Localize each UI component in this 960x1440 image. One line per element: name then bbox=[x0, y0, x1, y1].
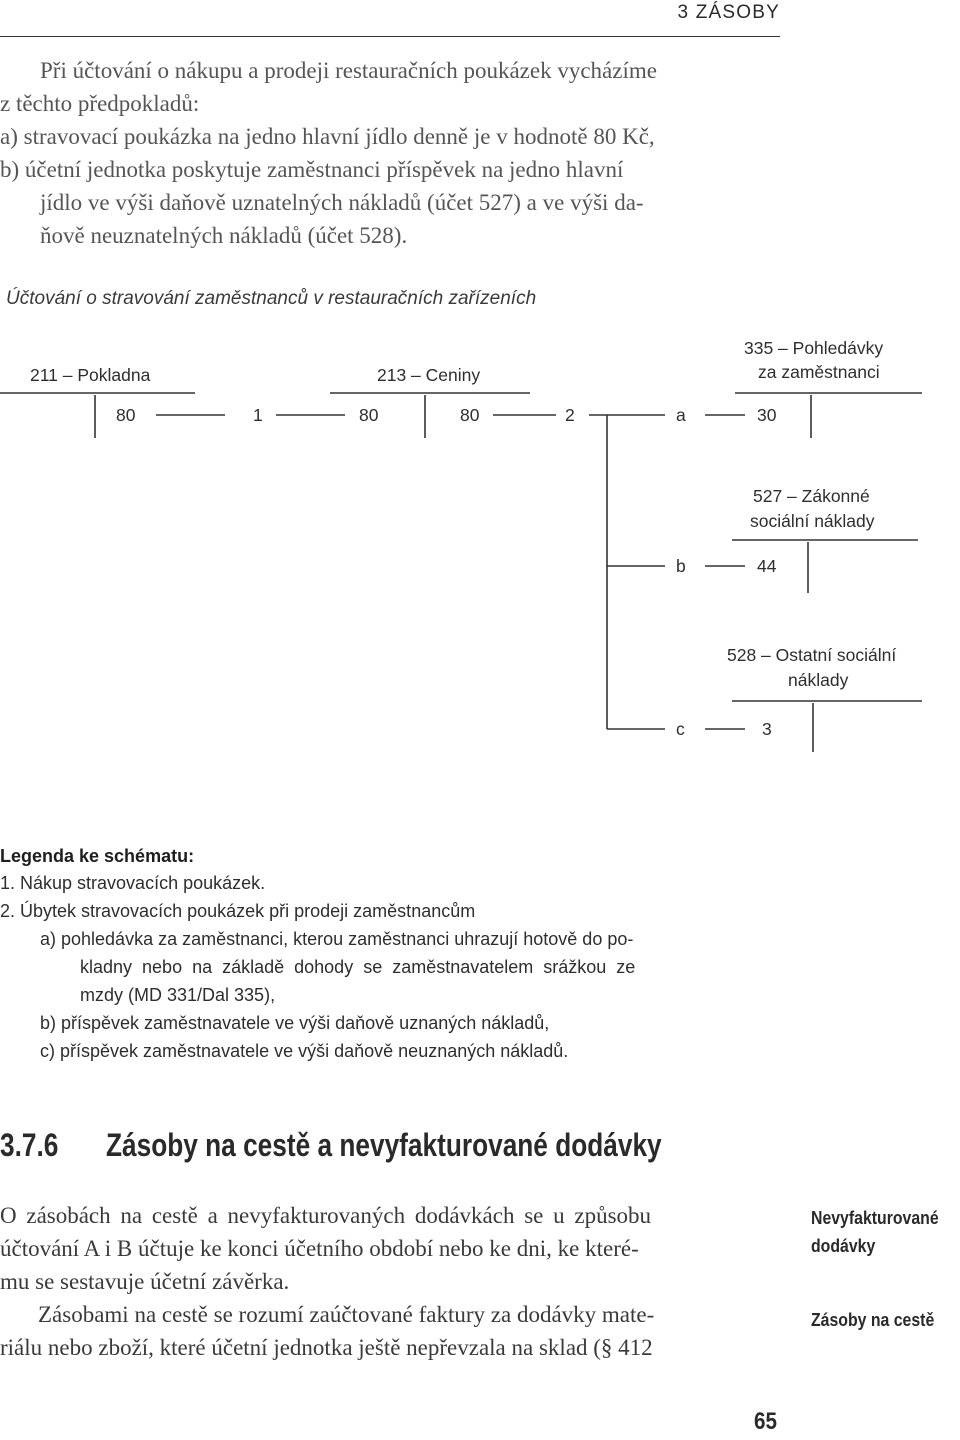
entry-527-debit: 44 bbox=[757, 556, 777, 576]
body-line: Zásobami na cestě se rozumí zaúčtované faktury za dodávky mate- bbox=[38, 1302, 655, 1327]
legend-item-2c: c) příspěvek zaměstnavatele ve výši daňově neuznaných nákladů. bbox=[40, 1041, 569, 1061]
page-number: 65 bbox=[754, 1408, 777, 1435]
legend-item-2b: b) příspěvek zaměstnavatele ve výši daňově uznaných nákladů, bbox=[40, 1013, 550, 1033]
margin-note-nevyfakturovane: Nevyfakturované bbox=[811, 1208, 939, 1228]
intro-line: a) stravovací poukázka na jedno hlavní jídlo denně je v hodnotě 80 Kč, bbox=[0, 124, 655, 149]
step-label-1: 1 bbox=[253, 405, 263, 425]
intro-line: b) účetní jednotka poskytuje zaměstnanci příspěvek na jedno hlavní bbox=[0, 157, 624, 182]
account-213-title: 213 – Ceniny bbox=[377, 365, 481, 385]
intro-line: z těchto předpokladů: bbox=[0, 91, 200, 116]
entry-213-credit: 80 bbox=[460, 405, 480, 425]
account-335-title-line2: za zaměstnanci bbox=[758, 362, 880, 382]
schema-title: Účtování o stravování zaměstnanců v restauračních zařízeních bbox=[6, 288, 537, 309]
branch-label-c: c bbox=[676, 719, 685, 739]
legend-item-2: 2. Úbytek stravovacích poukázek při prodeji zaměstnancům bbox=[0, 901, 476, 921]
legend-item-2a-cont: kladny nebo na základě dohody se zaměstnavatelem srážkou ze bbox=[80, 957, 636, 977]
running-head: 3 ZÁSOBY bbox=[677, 2, 780, 23]
step-label-2: 2 bbox=[565, 405, 575, 425]
legend-title: Legenda ke schématu: bbox=[0, 846, 195, 866]
body-line: účtování A i B účtuje ke konci účetního období nebo ke dni, ke které- bbox=[0, 1236, 639, 1261]
branch-label-a: a bbox=[676, 405, 686, 425]
account-335-title: 335 – Pohledávky bbox=[744, 338, 884, 358]
intro-line: jídlo ve výši daňově uznatelných nákladů (účet 527) a ve výši da- bbox=[40, 190, 644, 215]
legend-item-1: 1. Nákup stravovacích poukázek. bbox=[0, 873, 266, 893]
body-line: mu se sestavuje účetní závěrka. bbox=[0, 1269, 290, 1294]
branch-label-b: b bbox=[676, 556, 686, 576]
legend-item-2a-cont: mzdy (MD 331/Dal 335), bbox=[80, 985, 276, 1005]
legend-item-2a: a) pohledávka za zaměstnanci, kterou zaměstnanci uhrazují hotově do po- bbox=[40, 929, 634, 949]
intro-line: ňově neuznatelných nákladů (účet 528). bbox=[40, 223, 408, 248]
margin-note-zasoby-na-ceste: Zásoby na cestě bbox=[811, 1310, 935, 1330]
body-line: riálu nebo zboží, které účetní jednotka ještě nepřevzala na sklad (§ 412 bbox=[0, 1335, 653, 1360]
body-line: O zásobách na cestě a nevyfakturovaných dodávkách se u způsobu bbox=[0, 1203, 652, 1228]
account-528-title: 528 – Ostatní sociální bbox=[727, 645, 897, 665]
entry-335-debit: 30 bbox=[757, 405, 777, 425]
margin-note-nevyfakturovane-line2: dodávky bbox=[811, 1236, 876, 1256]
account-528-title-line2: náklady bbox=[788, 670, 849, 690]
entry-213-debit: 80 bbox=[359, 405, 379, 425]
section-title: Zásoby na cestě a nevyfakturované dodávky bbox=[106, 1127, 662, 1163]
account-527-title-line2: sociální náklady bbox=[750, 511, 875, 531]
account-211-title: 211 – Pokladna bbox=[30, 365, 151, 385]
entry-211-credit: 80 bbox=[116, 405, 136, 425]
intro-line: Při účtování o nákupu a prodeji restauračních poukázek vycházíme bbox=[40, 58, 657, 83]
account-527-title: 527 – Zákonné bbox=[753, 486, 870, 506]
section-number: 3.7.6 bbox=[0, 1127, 59, 1163]
entry-528-debit: 3 bbox=[762, 719, 772, 739]
